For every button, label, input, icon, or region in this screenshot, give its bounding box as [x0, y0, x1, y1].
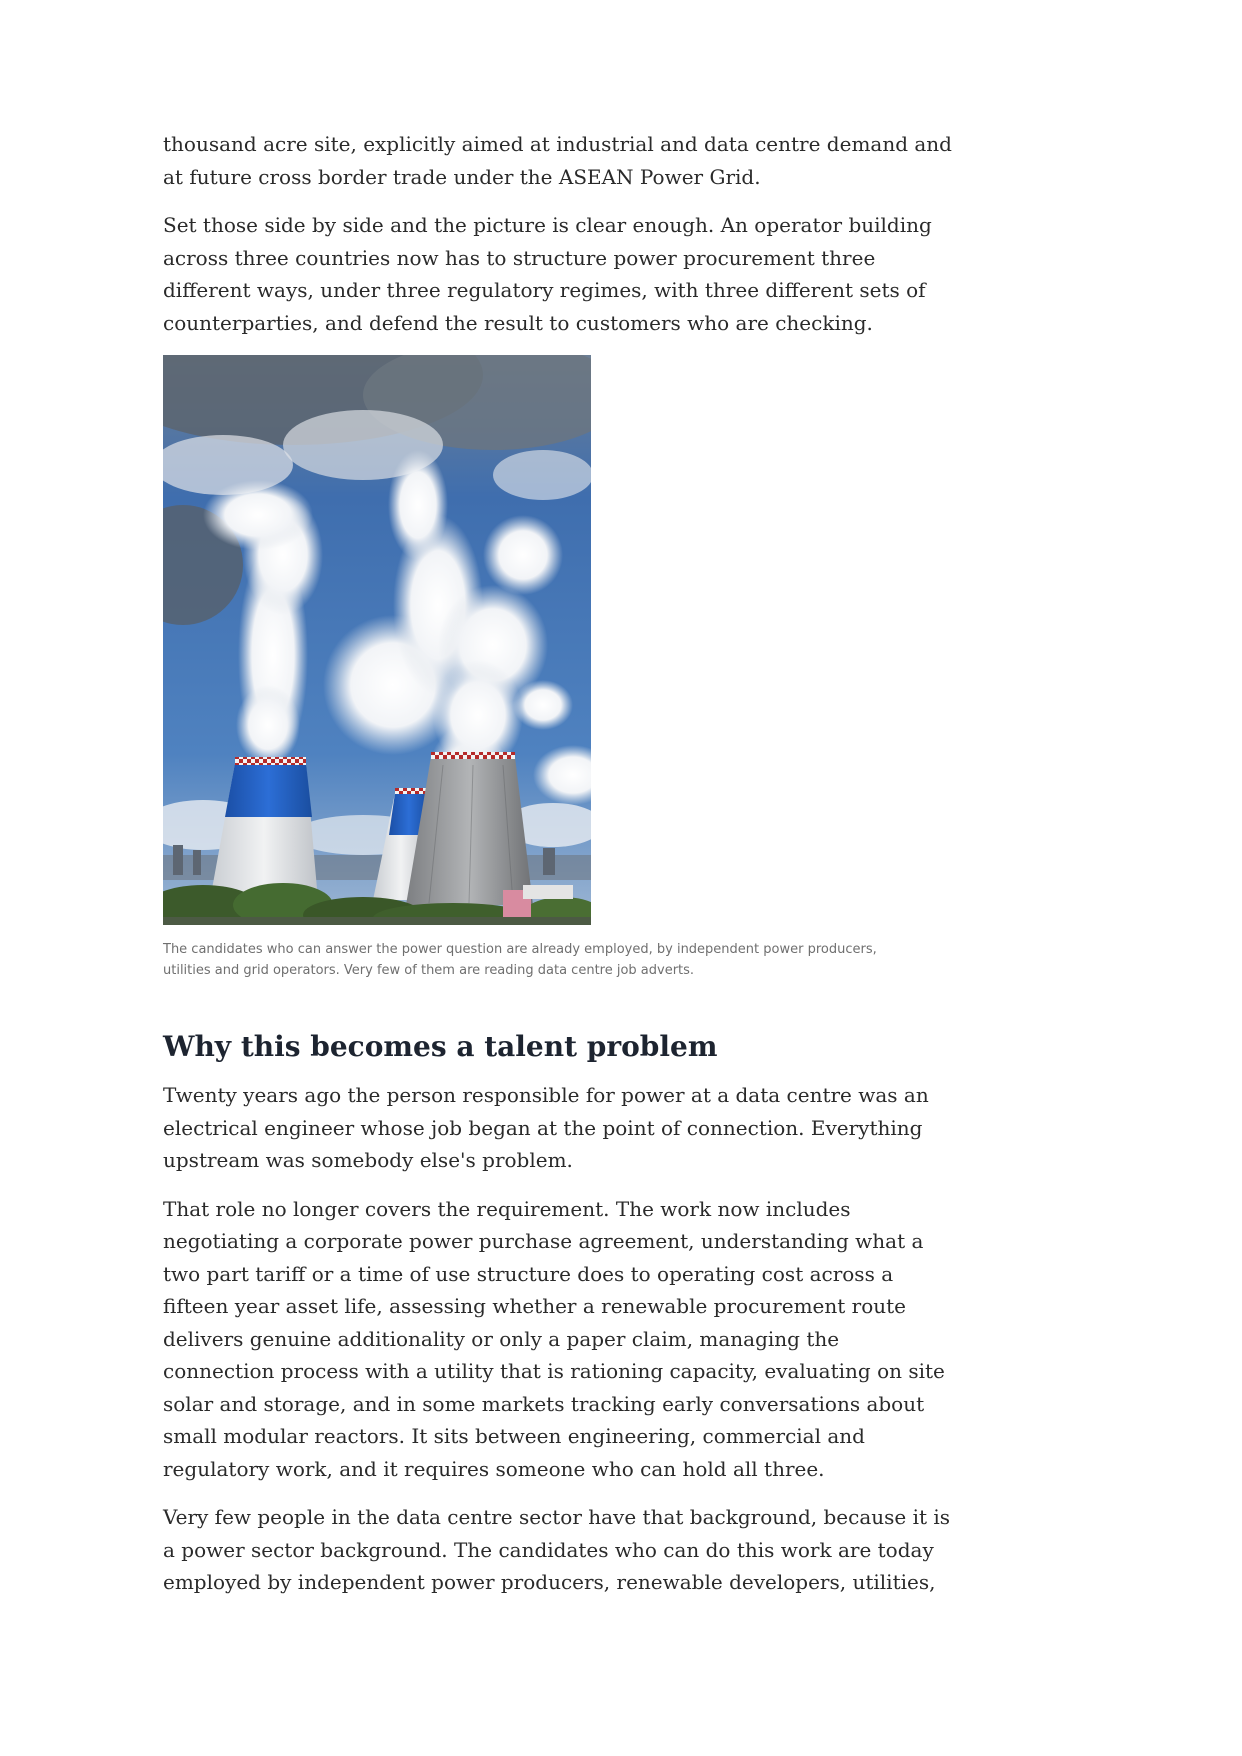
paragraph: That role no longer covers the requirement. The work now includes negotiating a corporate power purchase agreement, understanding what a two part tariff or a time of use structure does to operating cost across a fifteen year asset life, assessing whether a renewable procurement route delivers genuine additionality or only a paper claim, managing the connection process with a utility that is rationing capacity, evaluating on site solar and storage, and in some markets tracking early conversations about small modular reactors. It sits between engineering, commercial and regulatory work, and it requires someone who can hold all three.	[163, 1196, 945, 1481]
paragraph: Very few people in the data centre sector have that background, because it is a power sector background. The candidates who can do this work are today employed by independent power producers, renewable developers, utilities,	[163, 1505, 951, 1594]
article-body	[163, 128, 953, 1615]
section-heading: Why this becomes a talent problem	[163, 1030, 718, 1063]
figure-caption: The candidates who can answer the power question are already employed, by independent power producers, utilities and grid operators. Very few of them are reading data centre job adverts.	[163, 942, 877, 978]
paragraph: Twenty years ago the person responsible for power at a data centre was an electrical engineer whose job began at the point of connection. Everything upstream was somebody else's problem.	[163, 1083, 929, 1172]
cooling-towers-photo	[163, 355, 591, 925]
paragraph: Set those side by side and the picture is clear enough. An operator building across three countries now has to structure power procurement three different ways, under three regulatory regimes, with three different sets of counterparties, and defend the result to customers who are checking.	[163, 213, 932, 335]
article-figure	[163, 355, 953, 981]
paragraph: thousand acre site, explicitly aimed at industrial and data centre demand and at future cross border trade under the ASEAN Power Grid.	[163, 132, 952, 189]
